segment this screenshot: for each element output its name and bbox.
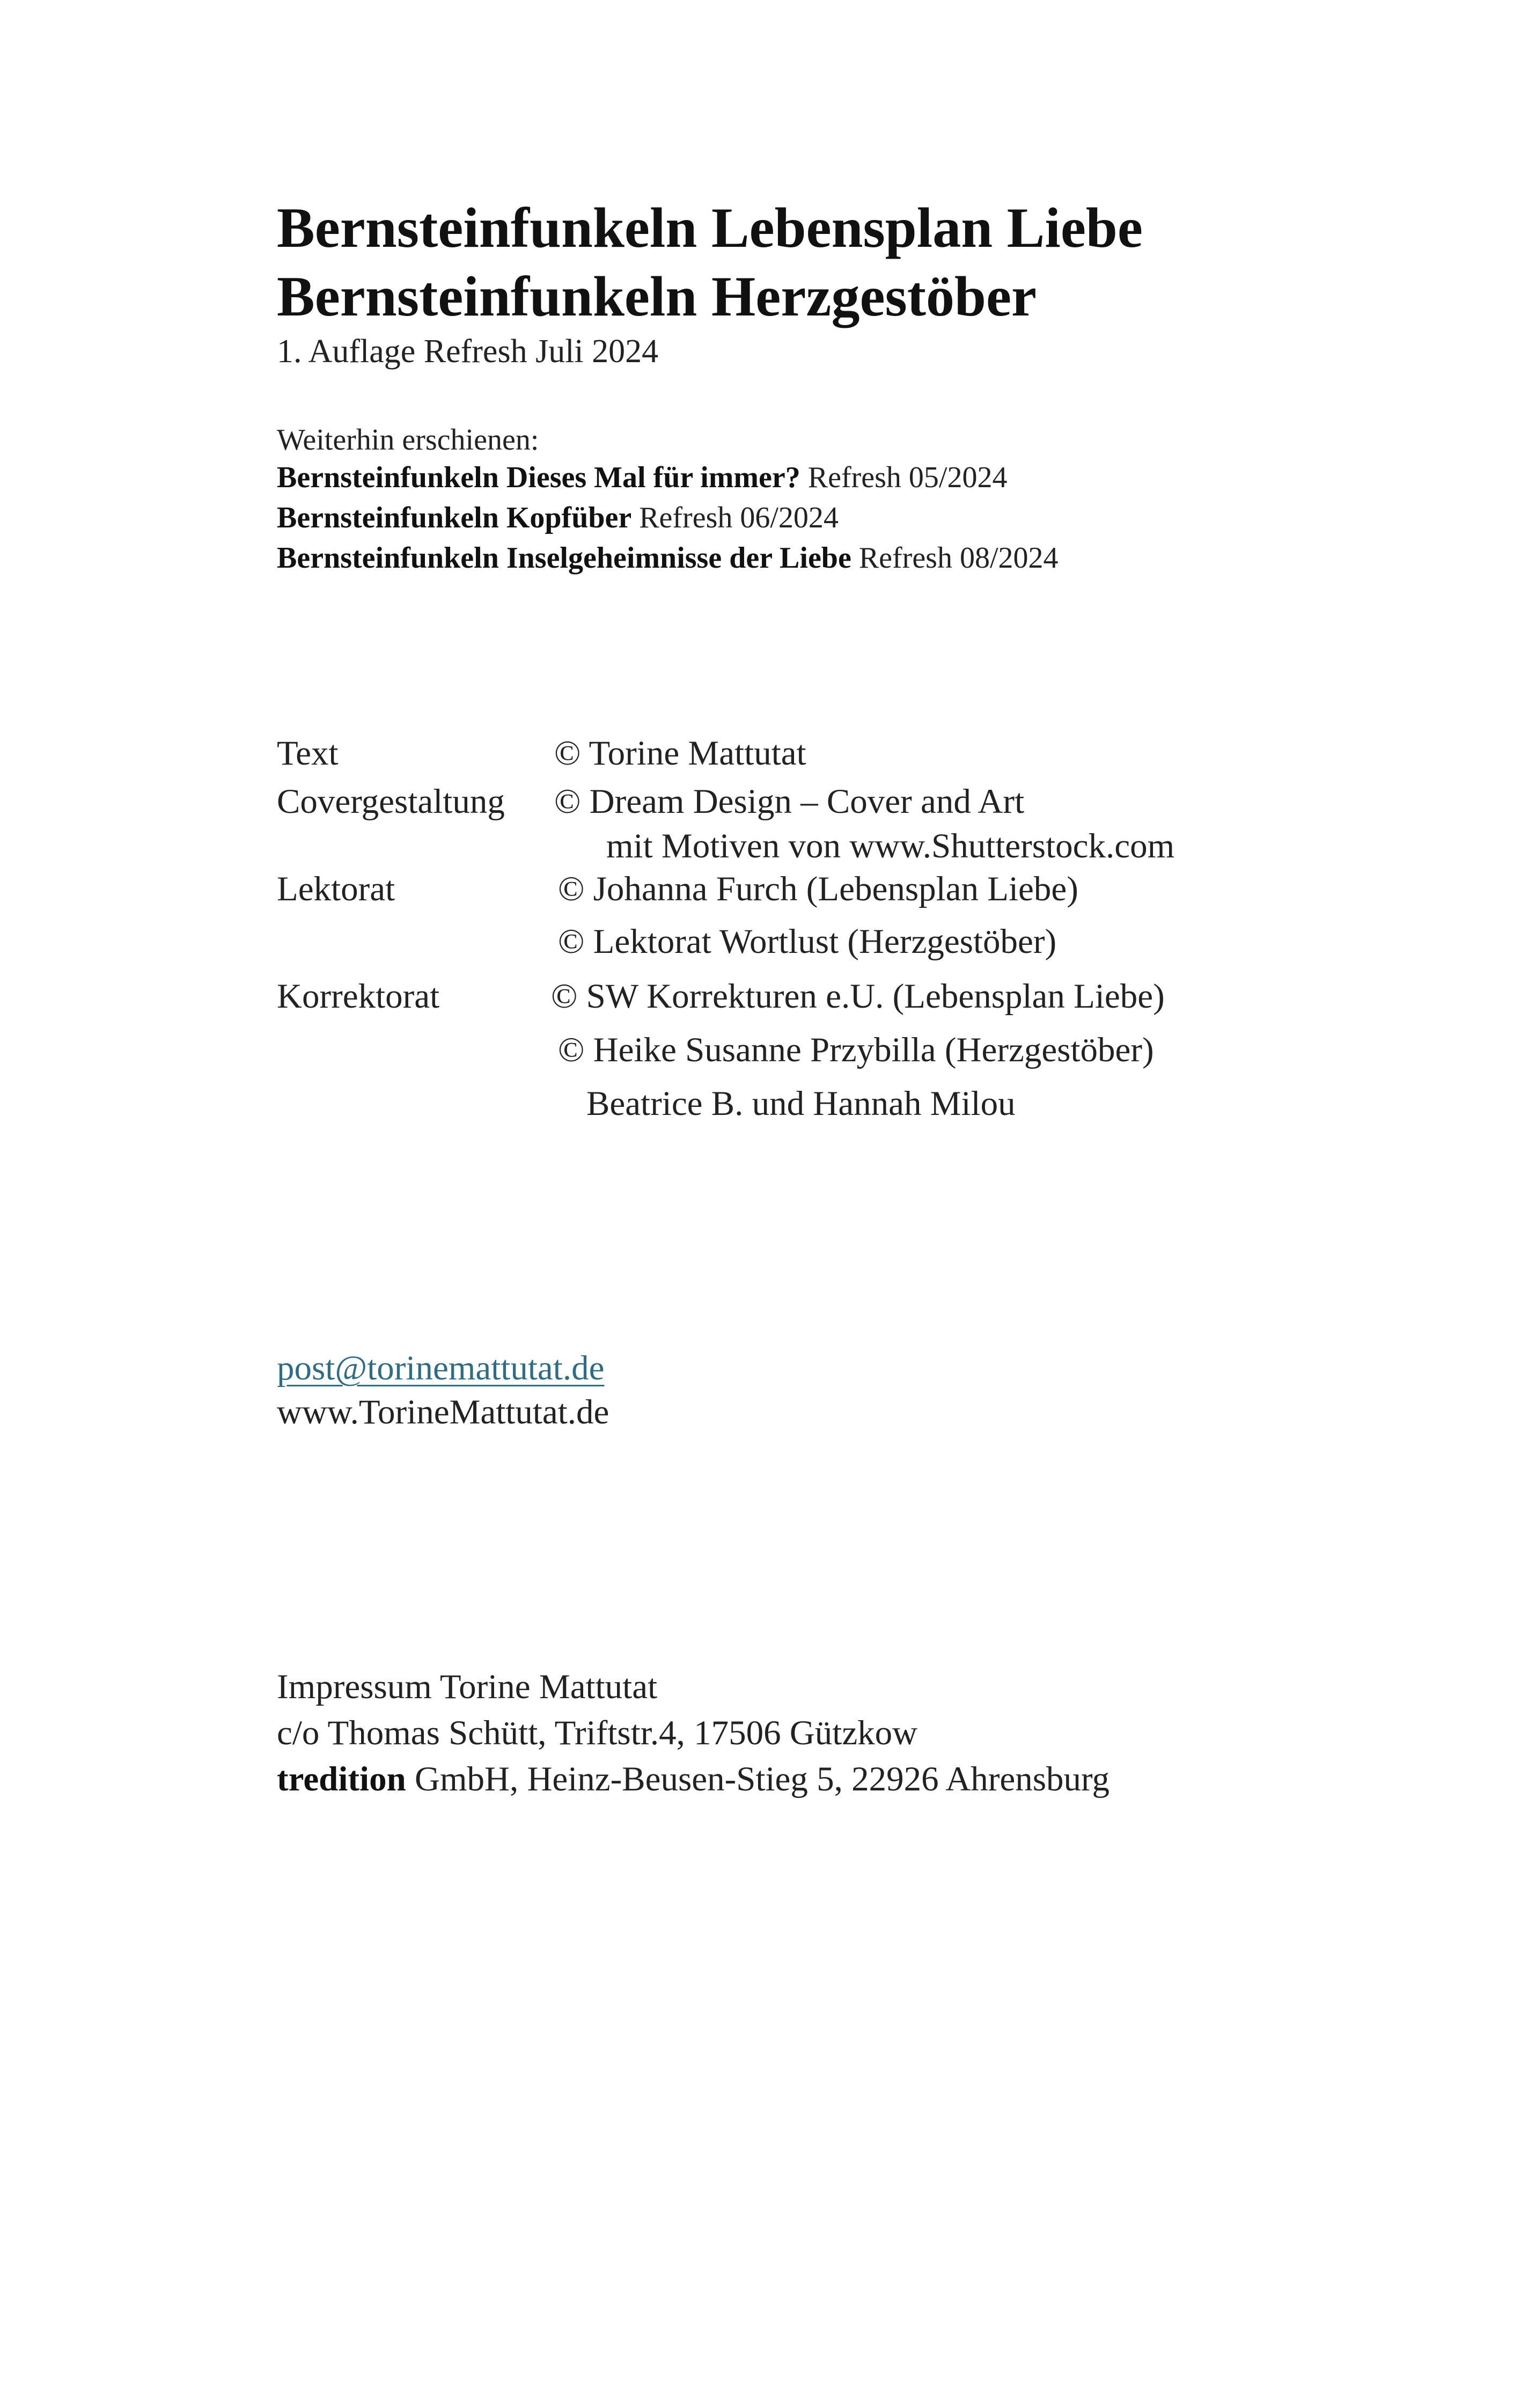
refresh-note: Refresh 08/2024 <box>851 541 1059 575</box>
email-link[interactable]: post@torinemattutat.de <box>277 1349 605 1387</box>
book-title: Bernsteinfunkeln Kopfüber <box>277 501 632 534</box>
book-title: Bernsteinfunkeln Dieses Mal für immer? <box>277 461 800 494</box>
credit-value-korrektorat-1: © SW Korrekturen e.U. (Lebensplan Liebe) <box>551 977 1165 1016</box>
title-line-1: Bernsteinfunkeln Lebensplan Liebe <box>277 196 1143 259</box>
credit-label-korrektorat: Korrektorat <box>277 977 440 1016</box>
credit-value-lektorat-2: © Lektorat Wortlust (Herzgestöber) <box>558 922 1057 961</box>
imprint-line-1: Impressum Torine Mattutat <box>277 1668 658 1706</box>
refresh-note: Refresh 05/2024 <box>800 461 1008 494</box>
book-title: Bernsteinfunkeln Inselgeheimnisse der Liebe <box>277 541 851 575</box>
credit-label-text: Text <box>277 734 339 773</box>
credit-value-lektorat-1: © Johanna Furch (Lebensplan Liebe) <box>558 870 1078 908</box>
credit-value-text: © Torine Mattutat <box>554 734 806 773</box>
publisher-name: tredition <box>277 1760 406 1798</box>
refresh-note: Refresh 06/2024 <box>631 501 839 534</box>
also-published-item <box>277 543 1059 573</box>
credit-label-lektorat: Lektorat <box>277 870 395 908</box>
also-published-item <box>277 462 1007 493</box>
edition-info: 1. Auflage Refresh Juli 2024 <box>277 333 659 370</box>
imprint-line-3 <box>277 1762 1109 1797</box>
also-published-item <box>277 503 839 533</box>
contact-website: www.TorineMattutat.de <box>277 1393 609 1431</box>
credit-value-cover: © Dream Design – Cover and Art <box>554 782 1025 821</box>
contact-email-line <box>277 1351 604 1386</box>
publisher-address: GmbH, Heinz-Beusen-Stieg 5, 22926 Ahrensburg <box>406 1760 1110 1798</box>
credit-value-korrektorat-2: © Heike Susanne Przybilla (Herzgestöber) <box>558 1031 1154 1069</box>
title-line-2: Bernsteinfunkeln Herzgestöber <box>277 265 1037 328</box>
credit-value-cover-2: mit Motiven von www.Shutterstock.com <box>606 827 1175 865</box>
imprint-line-2: c/o Thomas Schütt, Triftstr.4, 17506 Gützkow <box>277 1714 918 1752</box>
also-published-heading: Weiterhin erschienen: <box>277 423 539 457</box>
credit-value-korrektorat-3: Beatrice B. und Hannah Milou <box>586 1084 1016 1123</box>
credit-label-cover: Covergestaltung <box>277 782 505 821</box>
